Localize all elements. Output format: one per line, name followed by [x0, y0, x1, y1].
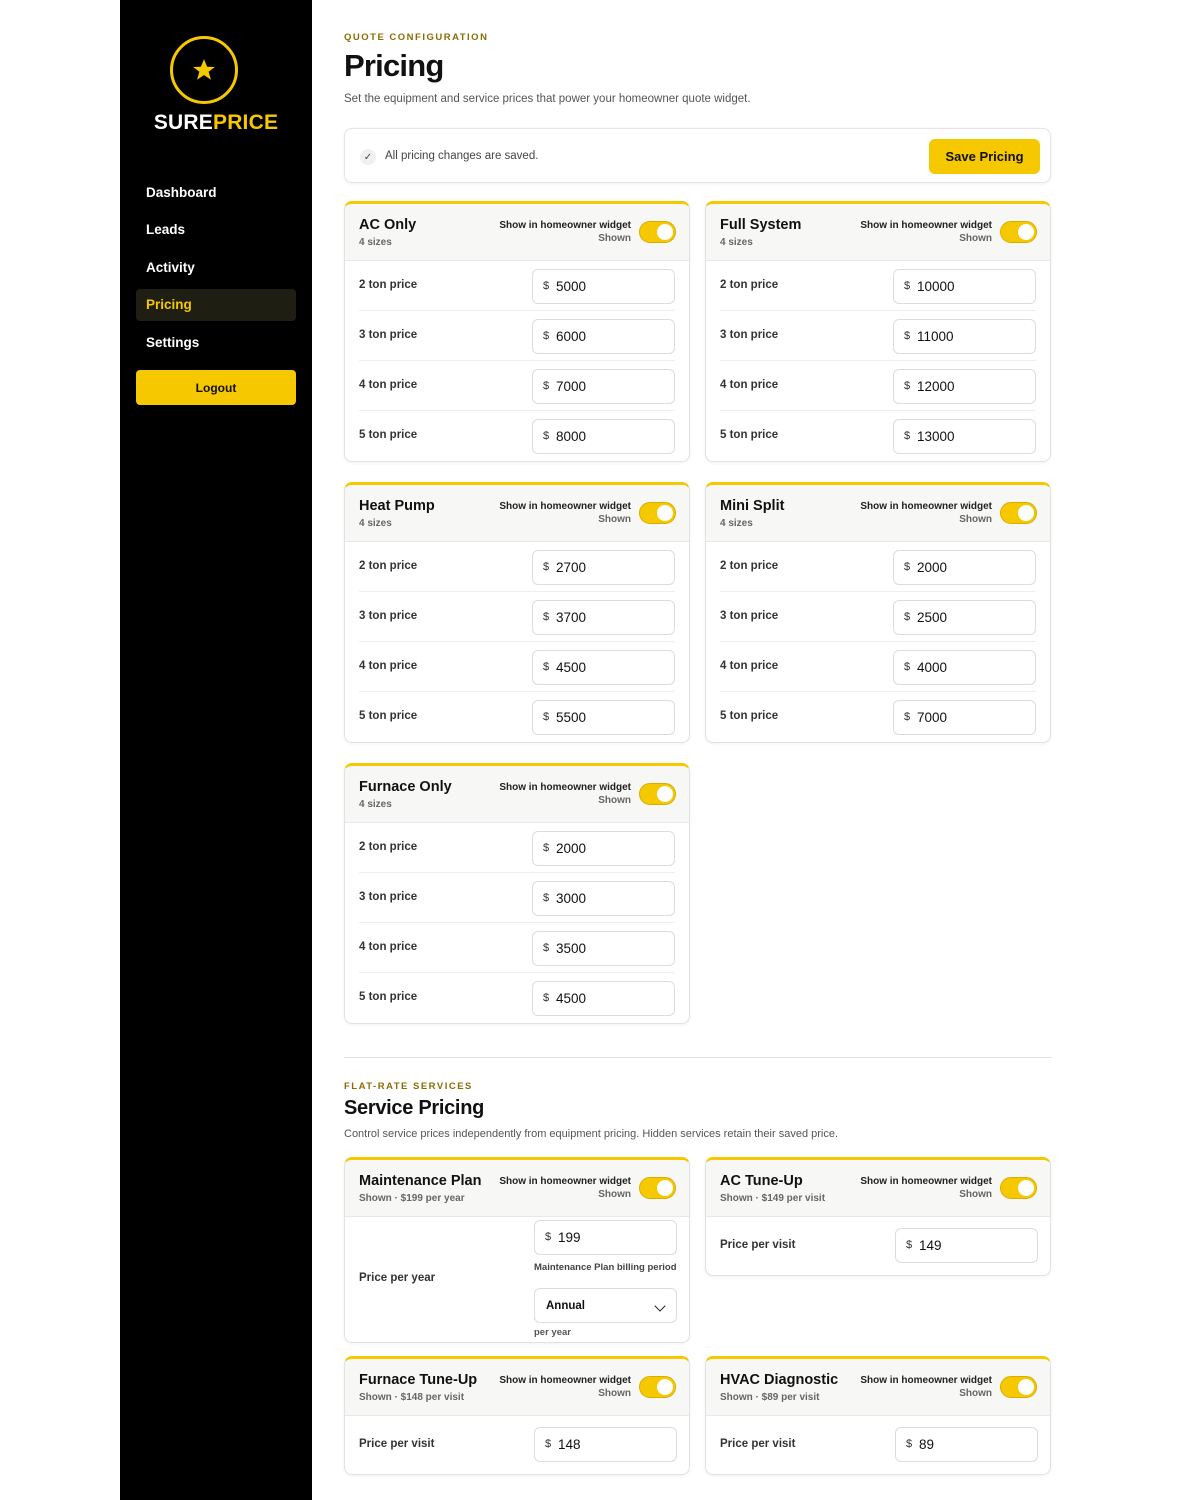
widget-visibility-label: Show in homeowner widget: [860, 220, 992, 231]
chevron-down-icon: [654, 1300, 665, 1311]
price-value: 7000: [556, 379, 587, 394]
price-input[interactable]: [893, 419, 1036, 454]
billing-period-value: Annual: [546, 1300, 585, 1312]
price-value: 89: [919, 1437, 935, 1452]
price-row-label: 2 ton price: [359, 560, 418, 572]
price-input[interactable]: [532, 650, 675, 685]
price-value: 6000: [556, 329, 587, 344]
toggle-knob: [1018, 505, 1034, 521]
price-row: [720, 361, 1036, 411]
show-in-widget-toggle[interactable]: [639, 502, 676, 524]
save-pricing-button[interactable]: Save Pricing: [929, 139, 1040, 174]
currency-symbol: $: [543, 942, 550, 954]
currency-symbol: $: [545, 1438, 552, 1450]
price-row: [720, 542, 1036, 592]
price-row: [720, 311, 1036, 361]
price-input[interactable]: [534, 1427, 677, 1462]
widget-visibility-label: Show in homeowner widget: [499, 1375, 631, 1386]
price-row-label: 4 ton price: [720, 379, 779, 391]
toggle-knob: [657, 1180, 673, 1196]
save-status-message: All pricing changes are saved.: [385, 150, 539, 162]
card-title: Furnace Only: [359, 779, 452, 795]
toggle-knob: [1018, 1180, 1034, 1196]
price-row-label: 3 ton price: [359, 891, 418, 903]
price-value: 2500: [917, 610, 948, 625]
currency-symbol: $: [904, 711, 911, 723]
price-row-label: 4 ton price: [359, 379, 418, 391]
card-title: AC Tune-Up: [720, 1173, 803, 1189]
widget-visibility-label: Show in homeowner widget: [860, 1176, 992, 1187]
show-in-widget-toggle[interactable]: [1000, 221, 1037, 243]
toggle-knob: [1018, 224, 1034, 240]
toggle-knob: [657, 786, 673, 802]
price-value: 12000: [917, 379, 955, 394]
card-subtitle: 4 sizes: [720, 237, 753, 248]
price-row-label: 2 ton price: [720, 560, 779, 572]
card-header: [345, 766, 689, 823]
price-row: [359, 873, 675, 923]
toggle-knob: [657, 1379, 673, 1395]
section-divider: [344, 1057, 1052, 1058]
card-title: Full System: [720, 217, 802, 233]
card-header: [706, 485, 1050, 542]
price-input[interactable]: [893, 650, 1036, 685]
toggle-knob: [657, 224, 673, 240]
logo: [170, 36, 238, 104]
price-label: Price per visit: [720, 1438, 796, 1450]
price-input[interactable]: [532, 700, 675, 735]
widget-visibility-state: Shown: [598, 514, 631, 525]
service-card-furnace-tune-up: [344, 1356, 690, 1475]
currency-symbol: $: [545, 1231, 552, 1243]
price-value: 3000: [556, 891, 587, 906]
card-header: [706, 1160, 1050, 1217]
currency-symbol: $: [543, 280, 550, 292]
price-row: [720, 692, 1036, 742]
widget-visibility-label: Show in homeowner widget: [860, 1375, 992, 1386]
currency-symbol: $: [543, 842, 550, 854]
price-value: 7000: [917, 710, 948, 725]
price-row: [359, 823, 675, 873]
widget-visibility-label: Show in homeowner widget: [499, 501, 631, 512]
sidebar-nav: [136, 176, 296, 364]
price-row: [720, 642, 1036, 692]
price-input[interactable]: [532, 600, 675, 635]
currency-symbol: $: [543, 711, 550, 723]
check-icon: ✓: [360, 149, 376, 165]
show-in-widget-toggle[interactable]: [1000, 1177, 1037, 1199]
card-header: [345, 1160, 689, 1217]
price-label: Price per visit: [720, 1239, 796, 1251]
price-row: [720, 261, 1036, 311]
billing-period-label: Maintenance Plan billing period: [534, 1262, 677, 1273]
price-row-label: 3 ton price: [720, 610, 779, 622]
price-row-label: 2 ton price: [359, 279, 418, 291]
star-icon: [191, 57, 217, 83]
show-in-widget-toggle[interactable]: [639, 1376, 676, 1398]
card-header: [345, 1359, 689, 1416]
card-subtitle: 4 sizes: [720, 518, 753, 529]
price-label: Price per year: [359, 1272, 436, 1284]
price-value: 2700: [556, 560, 587, 575]
price-value: 2000: [917, 560, 948, 575]
price-row-label: 4 ton price: [359, 941, 418, 953]
card-title: Maintenance Plan: [359, 1173, 482, 1189]
brand-part-1: SURE: [153, 111, 213, 134]
sidebar-item-settings[interactable]: Settings: [146, 334, 200, 350]
show-in-widget-toggle[interactable]: [639, 1177, 676, 1199]
currency-symbol: $: [906, 1239, 913, 1251]
show-in-widget-toggle[interactable]: [1000, 1376, 1037, 1398]
currency-symbol: $: [904, 611, 911, 623]
services-title: Service Pricing: [344, 1097, 485, 1119]
currency-symbol: $: [904, 380, 911, 392]
page-subtitle: Set the equipment and service prices that power your homeowner quote widget.: [344, 93, 751, 105]
price-row: [359, 923, 675, 973]
widget-visibility-state: Shown: [959, 233, 992, 244]
sidebar-item-leads[interactable]: Leads: [146, 222, 186, 237]
card-subtitle: 4 sizes: [359, 518, 392, 529]
price-row-label: 5 ton price: [359, 991, 418, 1003]
card-subtitle: Shown · $148 per visit: [359, 1392, 465, 1403]
price-input[interactable]: [532, 831, 675, 866]
card-title: AC Only: [359, 217, 417, 233]
widget-visibility-label: Show in homeowner widget: [499, 1176, 631, 1187]
card-subtitle: Shown · $149 per visit: [720, 1193, 826, 1204]
sidebar: [120, 0, 312, 1500]
price-input[interactable]: [893, 600, 1036, 635]
price-value: 5000: [556, 279, 587, 294]
price-row-label: 3 ton price: [720, 329, 779, 341]
card-subtitle: Shown · $199 per year: [359, 1193, 465, 1204]
services-subtitle: Control service prices independently from equipment pricing. Hidden services retain their saved price.: [344, 1128, 839, 1140]
service-card-maintenance-plan: [344, 1157, 690, 1343]
price-value: 10000: [917, 279, 955, 294]
price-row: [720, 411, 1036, 461]
equipment-card-mini-split: [705, 482, 1051, 743]
price-value: 4000: [917, 660, 948, 675]
price-input[interactable]: [893, 269, 1036, 304]
price-row: [359, 973, 675, 1023]
price-value: 149: [919, 1238, 942, 1253]
widget-visibility-state: Shown: [598, 1189, 631, 1200]
brand-part-2: PRICE: [212, 111, 279, 134]
currency-symbol: $: [543, 380, 550, 392]
price-row-label: 3 ton price: [359, 610, 418, 622]
currency-symbol: $: [543, 561, 550, 573]
billing-period-select[interactable]: [534, 1288, 677, 1323]
currency-symbol: $: [543, 892, 550, 904]
price-value: 13000: [917, 429, 955, 444]
widget-visibility-state: Shown: [598, 233, 631, 244]
price-input[interactable]: [895, 1228, 1038, 1263]
price-row-label: 4 ton price: [720, 660, 779, 672]
toggle-knob: [657, 505, 673, 521]
sidebar-item-dashboard[interactable]: Dashboard: [146, 184, 217, 200]
price-row-label: 5 ton price: [359, 710, 418, 722]
currency-symbol: $: [543, 430, 550, 442]
currency-symbol: $: [904, 661, 911, 673]
equipment-card-ac-only: [344, 201, 690, 462]
price-value: 4500: [556, 991, 587, 1006]
widget-visibility-state: Shown: [598, 795, 631, 806]
page-title: Pricing: [344, 48, 444, 83]
price-value: 3500: [556, 941, 587, 956]
show-in-widget-toggle[interactable]: [639, 221, 676, 243]
widget-visibility-label: Show in homeowner widget: [499, 220, 631, 231]
price-input[interactable]: [895, 1427, 1038, 1462]
price-input[interactable]: [532, 931, 675, 966]
price-value: 199: [558, 1230, 581, 1245]
billing-period-unit: per year: [534, 1327, 571, 1338]
price-row: [359, 592, 675, 642]
card-header: [706, 204, 1050, 261]
price-row: [720, 592, 1036, 642]
card-header: [706, 1359, 1050, 1416]
price-input[interactable]: [532, 269, 675, 304]
card-header: [345, 485, 689, 542]
sidebar-item-pricing[interactable]: Pricing: [136, 289, 296, 321]
services-eyebrow: FLAT-RATE SERVICES: [344, 1081, 473, 1092]
price-value: 3700: [556, 610, 587, 625]
price-value: 148: [558, 1437, 581, 1452]
widget-visibility-state: Shown: [598, 1388, 631, 1399]
show-in-widget-toggle[interactable]: [639, 783, 676, 805]
card-subtitle: 4 sizes: [359, 799, 392, 810]
currency-symbol: $: [543, 992, 550, 1004]
price-input[interactable]: [532, 881, 675, 916]
price-row: [359, 411, 675, 461]
price-input[interactable]: [532, 981, 675, 1016]
price-row-label: 5 ton price: [359, 429, 418, 441]
service-card-body: [706, 1416, 1050, 1474]
price-label: Price per visit: [359, 1438, 435, 1450]
service-card-body: [345, 1217, 689, 1342]
card-title: Mini Split: [720, 498, 785, 514]
currency-symbol: $: [543, 330, 550, 342]
price-value: 8000: [556, 429, 587, 444]
widget-visibility-label: Show in homeowner widget: [499, 782, 631, 793]
price-row-label: 5 ton price: [720, 710, 779, 722]
card-subtitle: Shown · $89 per visit: [720, 1392, 820, 1403]
sidebar-item-activity[interactable]: Activity: [146, 259, 195, 275]
widget-visibility-state: Shown: [959, 1189, 992, 1200]
widget-visibility-label: Show in homeowner widget: [860, 501, 992, 512]
card-title: Heat Pump: [359, 498, 435, 514]
price-row-label: 4 ton price: [359, 660, 418, 672]
card-title: HVAC Diagnostic: [720, 1372, 839, 1388]
equipment-card-heat-pump: [344, 482, 690, 743]
currency-symbol: $: [904, 280, 911, 292]
price-input[interactable]: [532, 369, 675, 404]
price-input[interactable]: [893, 700, 1036, 735]
price-input[interactable]: [893, 550, 1036, 585]
currency-symbol: $: [543, 611, 550, 623]
service-card-hvac-diagnostic: [705, 1356, 1051, 1475]
price-row-label: 2 ton price: [359, 841, 418, 853]
widget-visibility-state: Shown: [959, 1388, 992, 1399]
price-row: [359, 261, 675, 311]
service-card-body: [706, 1217, 1050, 1275]
price-row-label: 5 ton price: [720, 429, 779, 441]
price-value: 4500: [556, 660, 587, 675]
price-input[interactable]: [893, 319, 1036, 354]
section-eyebrow: QUOTE CONFIGURATION: [344, 32, 489, 43]
price-input[interactable]: [532, 550, 675, 585]
card-title: Furnace Tune-Up: [359, 1372, 478, 1388]
show-in-widget-toggle[interactable]: [1000, 502, 1037, 524]
widget-visibility-state: Shown: [959, 514, 992, 525]
currency-symbol: $: [906, 1438, 913, 1450]
card-header: [345, 204, 689, 261]
price-row: [359, 642, 675, 692]
price-row: [359, 692, 675, 742]
toggle-knob: [1018, 1379, 1034, 1395]
equipment-card-full-system: [705, 201, 1051, 462]
price-value: 2000: [556, 841, 587, 856]
service-card-ac-tune-up: [705, 1157, 1051, 1276]
price-value: 11000: [917, 329, 954, 344]
price-input[interactable]: [532, 419, 675, 454]
price-input[interactable]: [534, 1220, 677, 1255]
equipment-card-furnace-only: [344, 763, 690, 1024]
currency-symbol: $: [904, 561, 911, 573]
save-status-bar: [344, 128, 1051, 183]
card-subtitle: 4 sizes: [359, 237, 392, 248]
price-input[interactable]: [893, 369, 1036, 404]
logout-button[interactable]: Logout: [136, 370, 296, 405]
price-row-label: 3 ton price: [359, 329, 418, 341]
currency-symbol: $: [904, 430, 911, 442]
price-row: [359, 311, 675, 361]
price-row: [359, 361, 675, 411]
currency-symbol: $: [543, 661, 550, 673]
brand-name: [120, 111, 312, 135]
currency-symbol: $: [904, 330, 911, 342]
price-row: [359, 542, 675, 592]
price-input[interactable]: [532, 319, 675, 354]
price-row-label: 2 ton price: [720, 279, 779, 291]
service-card-body: [345, 1416, 689, 1474]
price-value: 5500: [556, 710, 587, 725]
